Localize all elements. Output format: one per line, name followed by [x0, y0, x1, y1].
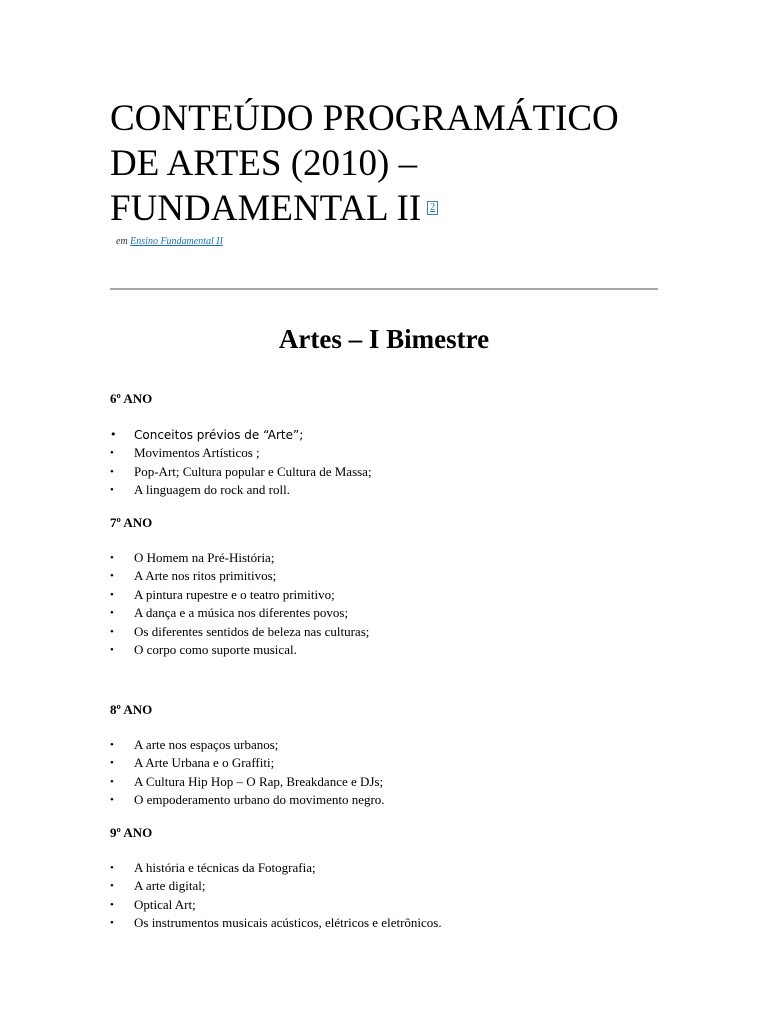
- section-heading: Artes – I Bimestre: [278, 324, 490, 354]
- list-item: • Movimentos Artísticos ;: [110, 444, 372, 462]
- year-heading-6: 6º ANO: [110, 391, 153, 406]
- year-heading-7: 7º ANO: [110, 515, 153, 530]
- list-item: • A pintura rupestre e o teatro primitivo;: [110, 586, 369, 604]
- title-line-2: DE ARTES (2010) –: [110, 143, 418, 184]
- category-link[interactable]: Ensino Fundamental II: [130, 236, 223, 247]
- list-item: • A história e técnicas da Fotografia;: [110, 859, 442, 877]
- byline-prefix: em: [116, 236, 128, 247]
- list-item: • A arte nos espaços urbanos;: [110, 736, 385, 754]
- list-item: • O corpo como suporte musical.: [110, 641, 369, 659]
- comment-count-link[interactable]: 2: [427, 201, 438, 215]
- title-line-3: [110, 186, 670, 231]
- title-line-1: CONTEÚDO PROGRAMÁTICO: [110, 98, 619, 139]
- year-heading-8: 8º ANO: [110, 702, 153, 717]
- list-item: • A dança e a música nos diferentes povos;: [110, 604, 369, 622]
- year-list-6: [110, 426, 372, 500]
- list-item: • A Cultura Hip Hop – O Rap, Breakdance e DJs;: [110, 773, 385, 791]
- list-item: • Pop-Art; Cultura popular e Cultura de Massa;: [110, 463, 372, 481]
- year-list-9: [110, 859, 442, 933]
- year-heading-9: 9º ANO: [110, 825, 153, 840]
- byline: [116, 236, 223, 247]
- list-item: • A arte digital;: [110, 877, 442, 895]
- list-item: • Optical Art;: [110, 896, 442, 914]
- list-item: • Conceitos prévios de “Arte”;: [110, 426, 372, 444]
- divider: [110, 288, 658, 290]
- list-item: • O Homem na Pré-História;: [110, 549, 369, 567]
- list-item: • A linguagem do rock and roll.: [110, 481, 372, 499]
- year-list-7: [110, 549, 369, 659]
- year-list-8: [110, 736, 385, 810]
- title-line-3-text: FUNDAMENTAL II: [110, 188, 422, 229]
- page-title: [110, 96, 670, 231]
- list-item: • A Arte nos ritos primitivos;: [110, 567, 369, 585]
- list-item: • O empoderamento urbano do movimento negro.: [110, 791, 385, 809]
- list-item: • A Arte Urbana e o Graffiti;: [110, 754, 385, 772]
- list-item: • Os diferentes sentidos de beleza nas culturas;: [110, 623, 369, 641]
- list-item: • Os instrumentos musicais acústicos, elétricos e eletrônicos.: [110, 914, 442, 932]
